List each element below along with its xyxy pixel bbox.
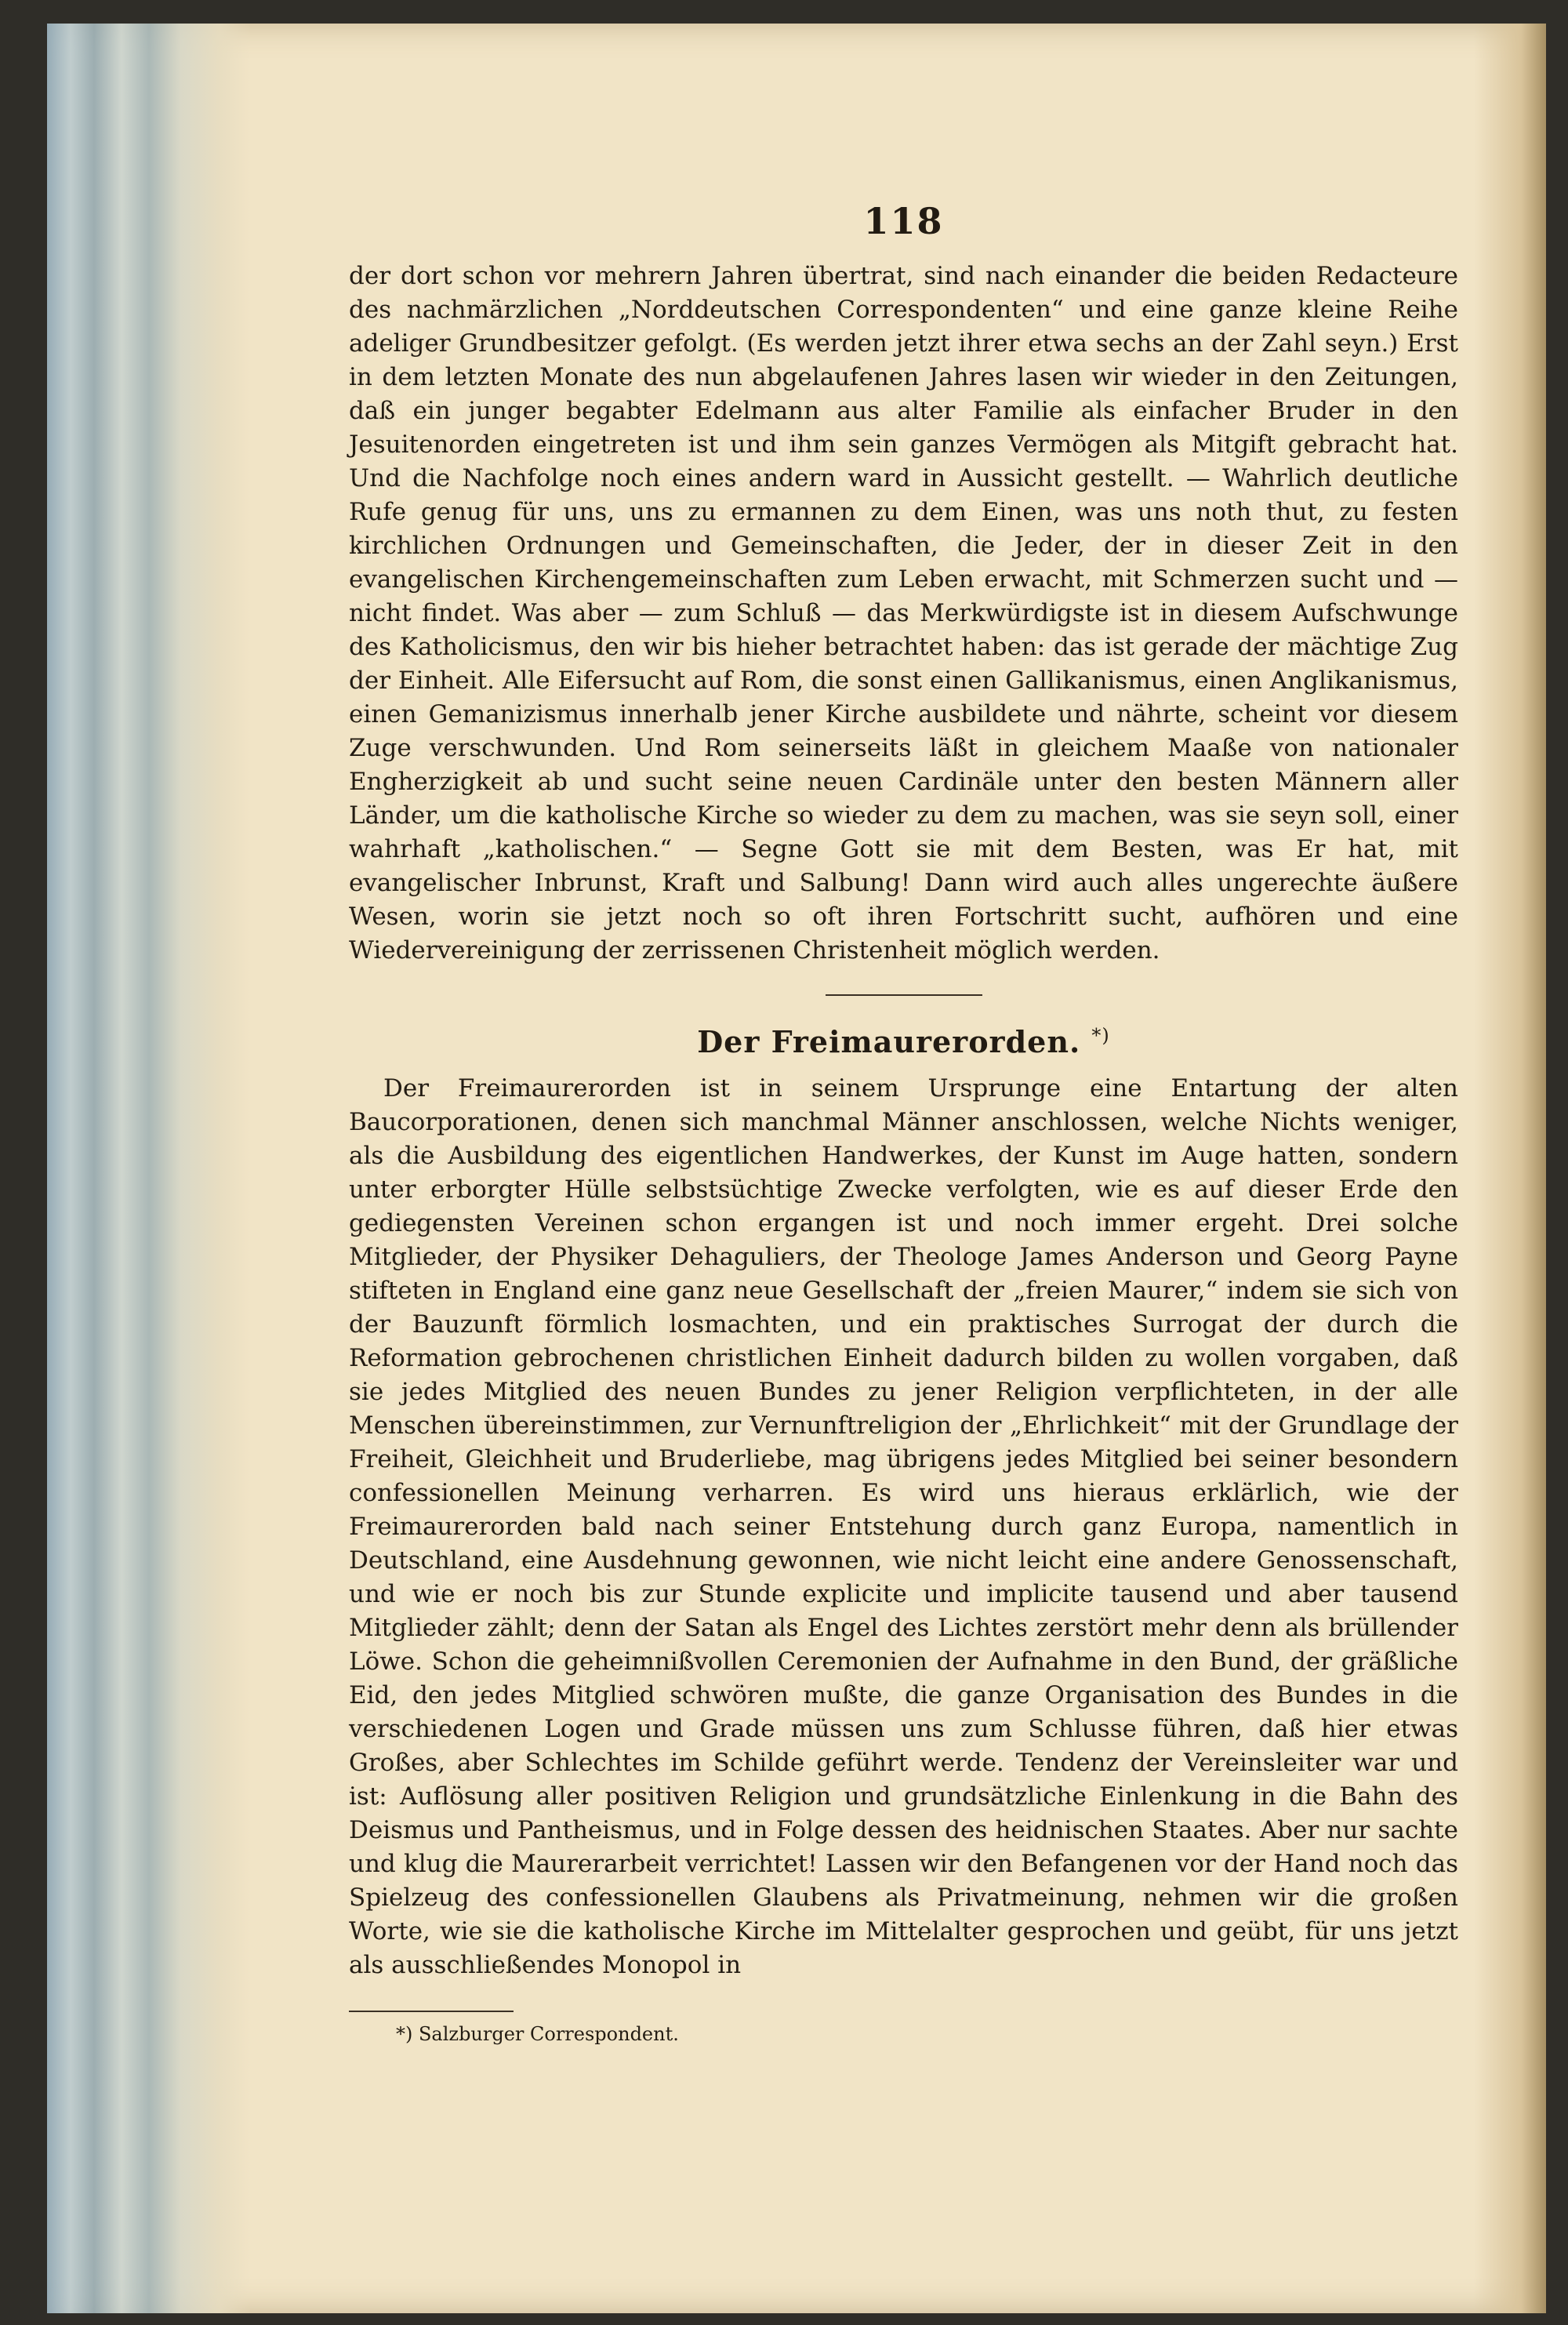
page-content bbox=[349, 200, 1458, 2045]
paragraph-freimaurerorden: Der Freimaurerorden ist in seinem Ursprunge eine Entartung der alten Baucorporationen, denen sich manchmal Männer anschlossen, welche Nichts weniger, als die Ausbildung des eigentlichen Handwerkes, der Kunst im Auge hatten, sondern unter erborgter Hülle selbstsüchtige Zwecke verfolgten, wie es auf dieser Erde den gediegensten Vereinen schon ergangen ist und noch immer ergeht. Drei solche Mitglieder, der Physiker Dehaguliers, der Theologe James Anderson und Georg Payne stifteten in England eine ganz neue Gesellschaft der „freien Maurer,“ indem sie sich von der Bauzunft förmlich losmachten, und ein praktisches Surrogat der durch die Reformation gebrochenen christlichen Einheit dadurch bilden zu wollen vorgaben, daß sie jedes Mitglied des neuen Bundes zu jener Religion verpflichteten, in der alle Menschen übereinstimmen, zur Vernunftreligion der „Ehrlichkeit“ mit der Grundlage der Freiheit, Gleichheit und Bruderliebe, mag übrigens jedes Mitglied bei seiner besondern confessionellen Meinung verharren. Es wird uns hieraus erklärlich, wie der Freimaurerorden bald nach seiner Entstehung durch ganz Europa, namentlich in Deutschland, eine Ausdehnung gewonnen, wie nicht leicht eine andere Genossenschaft, und wie er noch bis zur Stunde explicite und implicite tausend und aber tausend Mitglieder zählt; denn der Satan als Engel des Lichtes zerstört mehr denn als brüllender Löwe. Schon die geheimnißvollen Ceremonien der Aufnahme in den Bund, der gräßliche Eid, den jedes Mitglied schwören mußte, die ganze Organisation des Bundes in die verschiedenen Logen und Grade müssen uns zum Schlusse führen, daß hier etwas Großes, aber Schlechtes im Schilde geführt werde. Tendenz der Vereinsleiter war und ist: Auflösung aller positiven Religion und grundsätzliche Einlenkung in die Bahn des Deismus und Pantheismus, und in Folge dessen des heidnischen Staates. Aber nur sachte und klug die Maurerarbeit verrichtet! Lassen wir den Befangenen vor der Hand noch das Spielzeug des confessionellen Glaubens als Privatmeinung, nehmen wir die großen Worte, wie sie die katholische Kirche im Mittelalter gesprochen und geübt, für uns jetzt als ausschließendes Monopol in bbox=[349, 1074, 1458, 1979]
section-heading-text: Der Freimaurerorden. bbox=[697, 1024, 1081, 1059]
page-edge bbox=[1474, 24, 1546, 2313]
section-divider bbox=[826, 994, 982, 996]
page-gutter-binding bbox=[47, 24, 251, 2313]
footnote-divider bbox=[349, 2011, 514, 2012]
page-number: 118 bbox=[863, 200, 944, 242]
footnote-mark: *) bbox=[1091, 1024, 1110, 1047]
paragraph-continuation: der dort schon vor mehrern Jahren übertrat, sind nach einander die beiden Redacteure des nachmärzlichen „Norddeutschen Correspondenten“ und eine ganze kleine Reihe adeliger Grundbesitzer gefolgt. (Es werden jetzt ihrer etwa sechs an der Zahl seyn.) Erst in dem letzten Monate des nun abgelaufenen Jahres lasen wir wieder in den Zeitungen, daß ein junger begabter Edelmann aus alter Familie als einfacher Bruder in den Jesuitenorden eingetreten ist und ihm sein ganzes Vermögen als Mitgift gebracht hat. Und die Nachfolge noch eines andern ward in Aussicht gestellt. — Wahrlich deutliche Rufe genug für uns, uns zu ermannen zu dem Einen, was uns noth thut, zu festen kirchlichen Ordnungen und Gemeinschaften, die Jeder, der in dieser Zeit in den evangelischen Kirchengemeinschaften zum Leben erwacht, mit Schmerzen sucht und — nicht findet. Was aber — zum Schluß — das Merkwürdigste ist in diesem Aufschwunge des Katholicismus, den wir bis hieher betrachtet haben: das ist gerade der mächtige Zug der Einheit. Alle Eifersucht auf Rom, die sonst einen Gallikanismus, einen Anglikanismus, einen Gemanizismus innerhalb jener Kirche ausbildete und nährte, scheint vor diesem Zuge verschwunden. Und Rom seinerseits läßt in gleichem Maaße von nationaler Engherzigkeit ab und sucht seine neuen Cardinäle unter den besten Männern aller Länder, um die katholische Kirche so wieder zu dem zu machen, was sie seyn soll, einer wahrhaft „katholischen.“ — Segne Gott sie mit dem Besten, was Er hat, mit evangelischer Inbrunst, Kraft und Salbung! Dann wird auch alles ungerechte äußere Wesen, worin sie jetzt noch so oft ihren Fortschritt sucht, aufhören und eine Wiedervereinigung der zerrissenen Christenheit möglich werden. bbox=[349, 262, 1458, 965]
section-heading bbox=[349, 1024, 1458, 1059]
footnote: *) Salzburger Correspondent. bbox=[396, 2023, 679, 2045]
